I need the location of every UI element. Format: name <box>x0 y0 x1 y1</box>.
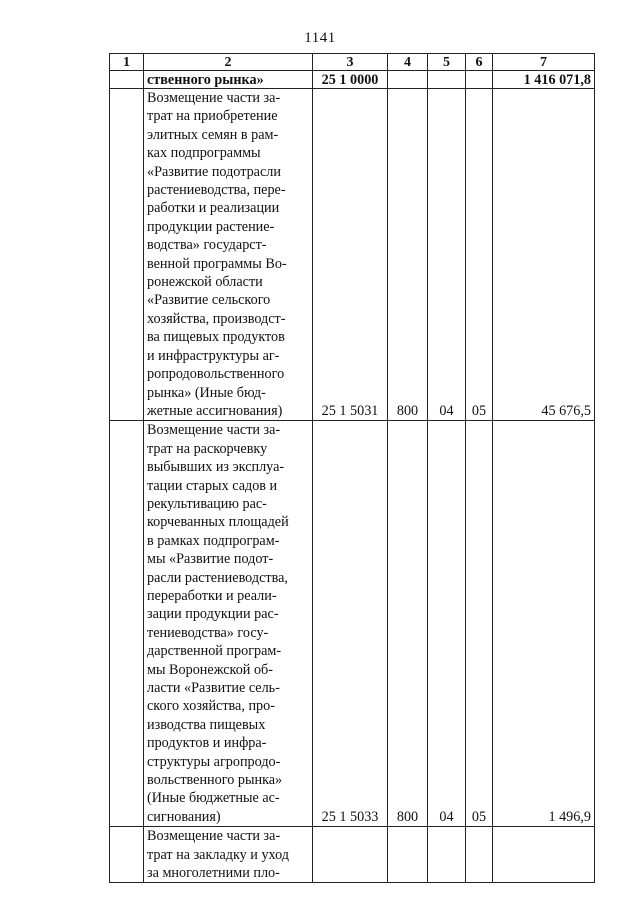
column-header-2: 2 <box>144 54 313 71</box>
section-cell <box>428 827 466 883</box>
amount-cell: 1 416 071,8 <box>493 71 595 89</box>
code-cell: 25 1 5031 <box>313 89 388 421</box>
code-cell: 25 1 0000 <box>313 71 388 89</box>
code-cell <box>313 827 388 883</box>
subsection-cell: 05 <box>466 89 493 421</box>
item-name-cell: ственного рынка» <box>144 71 313 89</box>
table-row <box>110 71 595 89</box>
column-header-4: 4 <box>388 54 428 71</box>
subsection-cell <box>466 71 493 89</box>
item-name-cell: Возмещение части за- трат на закладку и уход за многолетними пло- <box>144 827 313 883</box>
amount-cell: 1 496,9 <box>493 421 595 827</box>
subsection-cell <box>466 827 493 883</box>
table-row <box>110 827 595 883</box>
column-header-1: 1 <box>110 54 144 71</box>
column-header-3: 3 <box>313 54 388 71</box>
page-number: 1141 <box>304 30 336 46</box>
row-number-cell <box>110 827 144 883</box>
code-cell: 25 1 5033 <box>313 421 388 827</box>
item-name-cell: Возмещение части за- трат на раскорчевку выбывших из эксплуа- тации старых садов и рекультивацию рас- корчеванных площадей в рамках подпрограм- мы «Развитие подот- расли растениеводства, переработки и реали- зации продукции рас- тениеводства» госу- дарственной програм- мы Воронежской об- ласти «Развитие сель- ского хозяйства, про- изводства пищевых продуктов и инфра- структуры агропродо- вольственного рынка» (Иные бюджетные ас- сигнования) <box>144 421 313 827</box>
type-cell: 800 <box>388 89 428 421</box>
row-number-cell <box>110 421 144 827</box>
table-row <box>110 421 595 827</box>
row-number-cell <box>110 89 144 421</box>
amount-cell <box>493 827 595 883</box>
item-name-cell: Возмещение части за- трат на приобретение элитных семян в рам- ках подпрограммы «Развитие подотрасли растениеводства, пере- работки и реализации продукции растение- водства» государст- венной программы Во- ронежской области «Развитие сельского хозяйства, производст- ва пищевых продуктов и инфраструктуры аг- ропродовольственного рынка» (Иные бюд- жетные ассигнования) <box>144 89 313 421</box>
table-row <box>110 89 595 421</box>
table-header-row <box>110 54 595 71</box>
column-header-6: 6 <box>466 54 493 71</box>
section-cell: 04 <box>428 89 466 421</box>
type-cell <box>388 827 428 883</box>
type-cell: 800 <box>388 421 428 827</box>
subsection-cell: 05 <box>466 421 493 827</box>
row-number-cell <box>110 71 144 89</box>
column-header-5: 5 <box>428 54 466 71</box>
section-cell: 04 <box>428 421 466 827</box>
amount-cell: 45 676,5 <box>493 89 595 421</box>
column-header-7: 7 <box>493 54 595 71</box>
type-cell <box>388 71 428 89</box>
budget-table <box>109 53 595 883</box>
section-cell <box>428 71 466 89</box>
